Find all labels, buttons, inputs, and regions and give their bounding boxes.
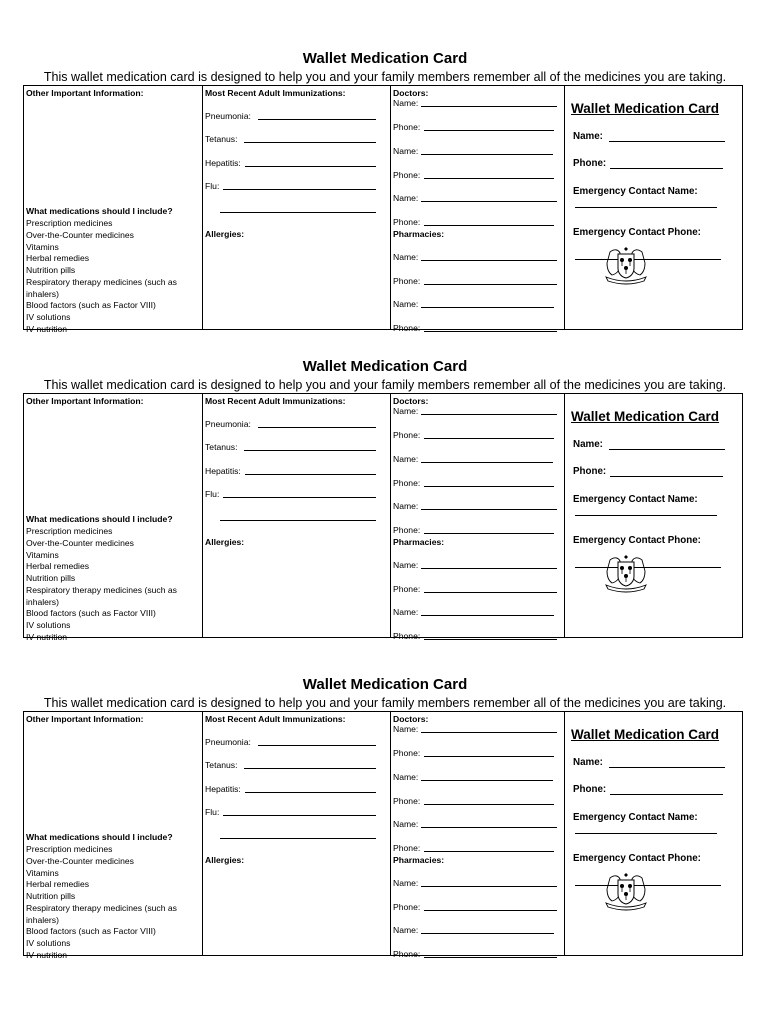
include-item: IV solutions bbox=[26, 938, 71, 948]
column-divider bbox=[564, 394, 565, 637]
doctors-label: Doctors: bbox=[393, 88, 429, 98]
pharmacy-phone-field[interactable] bbox=[424, 910, 557, 911]
wallet-card-title: Wallet Medication Card bbox=[571, 727, 720, 742]
emergency-name-label: Emergency Contact Name: bbox=[573, 494, 698, 505]
immunization-extra-field[interactable] bbox=[220, 212, 376, 213]
include-item: Respiratory therapy medicines (such as bbox=[26, 903, 177, 913]
pharmacies-label: Pharmacies: bbox=[393, 229, 445, 239]
wallet-phone-label: Phone: bbox=[573, 784, 607, 795]
include-item: IV nutrition bbox=[26, 632, 68, 642]
wallet-phone-label: Phone: bbox=[573, 158, 607, 169]
wallet-phone-field[interactable] bbox=[610, 168, 723, 169]
pneumonia-label: Pneumonia: bbox=[205, 111, 251, 121]
immunizations-label: Most Recent Adult Immunizations: bbox=[205, 714, 346, 724]
include-item: inhalers) bbox=[26, 289, 59, 299]
doctor-phone-field[interactable] bbox=[424, 756, 554, 757]
medication-card-2 bbox=[0, 358, 770, 676]
doctor-name-label: Name: bbox=[393, 772, 419, 782]
pharmacy-name-label: Name: bbox=[393, 299, 419, 309]
emergency-phone-field[interactable] bbox=[575, 259, 721, 260]
include-item: Herbal remedies bbox=[26, 561, 90, 571]
wallet-name-field[interactable] bbox=[609, 141, 725, 142]
pharmacy-name-label: Name: bbox=[393, 607, 419, 617]
doctor-name-label: Name: bbox=[393, 193, 419, 203]
medication-card-3 bbox=[0, 676, 770, 994]
allergies-label: Allergies: bbox=[205, 229, 245, 239]
pharmacy-phone-field[interactable] bbox=[424, 639, 557, 640]
doctor-phone-label: Phone: bbox=[393, 796, 421, 806]
include-item: Respiratory therapy medicines (such as bbox=[26, 585, 177, 595]
card-title: Wallet Medication Card bbox=[302, 676, 468, 693]
doctor-phone-label: Phone: bbox=[393, 478, 421, 488]
include-item: inhalers) bbox=[26, 915, 59, 925]
doctor-name-field[interactable] bbox=[421, 827, 557, 828]
wallet-name-label: Name: bbox=[573, 439, 603, 450]
doctor-name-label: Name: bbox=[393, 146, 419, 156]
include-item: Over-the-Counter medicines bbox=[26, 538, 134, 548]
emergency-name-label: Emergency Contact Name: bbox=[573, 812, 698, 823]
flu-field[interactable] bbox=[223, 189, 376, 190]
card-intro: This wallet medication card is designed to help you and your family members remember all of the medicines you are taking. bbox=[43, 378, 727, 392]
wallet-name-field[interactable] bbox=[609, 449, 725, 450]
flu-label: Flu: bbox=[205, 807, 220, 817]
pharmacy-phone-field[interactable] bbox=[424, 957, 557, 958]
doctor-phone-field[interactable] bbox=[424, 438, 554, 439]
include-item: Nutrition pills bbox=[26, 573, 76, 583]
doctor-phone-label: Phone: bbox=[393, 122, 421, 132]
hepatitis-field[interactable] bbox=[245, 166, 376, 167]
state-seal-icon bbox=[604, 247, 648, 285]
pharmacy-phone-field[interactable] bbox=[424, 331, 557, 332]
doctor-name-label: Name: bbox=[393, 454, 419, 464]
doctor-phone-label: Phone: bbox=[393, 843, 421, 853]
card-form-box bbox=[23, 85, 743, 334]
flu-field[interactable] bbox=[223, 497, 376, 498]
allergies-label: Allergies: bbox=[205, 537, 245, 547]
include-item: Herbal remedies bbox=[26, 879, 90, 889]
column-divider bbox=[202, 86, 203, 329]
pharmacy-phone-field[interactable] bbox=[424, 284, 557, 285]
doctor-name-label: Name: bbox=[393, 724, 419, 734]
pharmacies-label: Pharmacies: bbox=[393, 537, 445, 547]
doctor-name-field[interactable] bbox=[421, 780, 553, 781]
pharmacies-label: Pharmacies: bbox=[393, 855, 445, 865]
doctor-phone-label: Phone: bbox=[393, 170, 421, 180]
column-divider bbox=[564, 712, 565, 955]
hepatitis-field[interactable] bbox=[245, 792, 376, 793]
column-divider bbox=[564, 86, 565, 329]
column-divider bbox=[202, 712, 203, 955]
other-info-label: Other Important Information: bbox=[26, 88, 144, 98]
emergency-phone-label: Emergency Contact Phone: bbox=[573, 227, 701, 238]
emergency-name-field[interactable] bbox=[575, 207, 717, 208]
doctors-label: Doctors: bbox=[393, 714, 429, 724]
doctor-name-field[interactable] bbox=[421, 732, 557, 733]
other-info-label: Other Important Information: bbox=[26, 396, 144, 406]
emergency-phone-label: Emergency Contact Phone: bbox=[573, 853, 701, 864]
tetanus-label: Tetanus: bbox=[205, 134, 238, 144]
include-item: Vitamins bbox=[26, 242, 59, 252]
doctors-label: Doctors: bbox=[393, 396, 429, 406]
card-form-box bbox=[23, 393, 743, 642]
include-item: IV nutrition bbox=[26, 950, 68, 960]
tetanus-field[interactable] bbox=[244, 768, 376, 769]
pharmacy-phone-label: Phone: bbox=[393, 631, 421, 641]
immunizations-label: Most Recent Adult Immunizations: bbox=[205, 396, 346, 406]
doctor-phone-field[interactable] bbox=[424, 486, 554, 487]
state-seal-icon bbox=[604, 555, 648, 593]
doctor-name-label: Name: bbox=[393, 406, 419, 416]
pharmacy-name-label: Name: bbox=[393, 925, 419, 935]
emergency-phone-field[interactable] bbox=[575, 885, 721, 886]
tetanus-label: Tetanus: bbox=[205, 760, 238, 770]
emergency-name-field[interactable] bbox=[575, 515, 717, 516]
pharmacy-name-label: Name: bbox=[393, 252, 419, 262]
doctor-name-label: Name: bbox=[393, 501, 419, 511]
column-divider bbox=[202, 394, 203, 637]
pharmacy-phone-label: Phone: bbox=[393, 584, 421, 594]
wallet-phone-label: Phone: bbox=[573, 466, 607, 477]
card-title: Wallet Medication Card bbox=[302, 358, 468, 375]
wallet-name-label: Name: bbox=[573, 131, 603, 142]
card-form-box bbox=[23, 711, 743, 960]
pharmacy-name-field[interactable] bbox=[421, 886, 557, 887]
include-item: Nutrition pills bbox=[26, 265, 76, 275]
tetanus-label: Tetanus: bbox=[205, 442, 238, 452]
flu-label: Flu: bbox=[205, 181, 220, 191]
include-item: Prescription medicines bbox=[26, 218, 113, 228]
pneumonia-field[interactable] bbox=[258, 427, 376, 428]
pharmacy-name-field[interactable] bbox=[421, 568, 557, 569]
column-divider bbox=[390, 712, 391, 955]
column-divider bbox=[390, 86, 391, 329]
doctor-name-label: Name: bbox=[393, 819, 419, 829]
doctor-name-label: Name: bbox=[393, 98, 419, 108]
include-item: inhalers) bbox=[26, 597, 59, 607]
doctor-name-field[interactable] bbox=[421, 462, 553, 463]
pharmacy-name-field[interactable] bbox=[421, 260, 557, 261]
state-seal-icon bbox=[604, 873, 648, 911]
doctor-name-field[interactable] bbox=[421, 509, 557, 510]
include-item: Prescription medicines bbox=[26, 526, 113, 536]
tetanus-field[interactable] bbox=[244, 450, 376, 451]
other-info-label: Other Important Information: bbox=[26, 714, 144, 724]
emergency-name-label: Emergency Contact Name: bbox=[573, 186, 698, 197]
pharmacy-phone-label: Phone: bbox=[393, 323, 421, 333]
include-item: IV solutions bbox=[26, 620, 71, 630]
hepatitis-label: Hepatitis: bbox=[205, 158, 241, 168]
card-intro: This wallet medication card is designed to help you and your family members remember all of the medicines you are taking. bbox=[43, 70, 727, 84]
hepatitis-label: Hepatitis: bbox=[205, 466, 241, 476]
card-intro: This wallet medication card is designed to help you and your family members remember all of the medicines you are taking. bbox=[43, 696, 727, 710]
pharmacy-name-label: Name: bbox=[393, 878, 419, 888]
doctor-phone-field[interactable] bbox=[424, 225, 554, 226]
include-heading: What medications should I include? bbox=[26, 832, 173, 842]
column-divider bbox=[390, 394, 391, 637]
hepatitis-field[interactable] bbox=[245, 474, 376, 475]
allergies-label: Allergies: bbox=[205, 855, 245, 865]
doctor-phone-label: Phone: bbox=[393, 430, 421, 440]
pneumonia-field[interactable] bbox=[258, 745, 376, 746]
doctor-phone-field[interactable] bbox=[424, 178, 554, 179]
wallet-card-title: Wallet Medication Card bbox=[571, 101, 720, 116]
include-item: Nutrition pills bbox=[26, 891, 76, 901]
wallet-name-label: Name: bbox=[573, 757, 603, 768]
doctor-name-field[interactable] bbox=[421, 106, 557, 107]
include-heading: What medications should I include? bbox=[26, 206, 173, 216]
doctor-phone-field[interactable] bbox=[424, 804, 554, 805]
pharmacy-name-field[interactable] bbox=[421, 307, 554, 308]
wallet-name-field[interactable] bbox=[609, 767, 725, 768]
doctor-phone-field[interactable] bbox=[424, 533, 554, 534]
doctor-name-field[interactable] bbox=[421, 414, 557, 415]
include-item: Over-the-Counter medicines bbox=[26, 230, 134, 240]
include-item: Prescription medicines bbox=[26, 844, 113, 854]
immunization-extra-field[interactable] bbox=[220, 838, 376, 839]
doctor-phone-field[interactable] bbox=[424, 130, 554, 131]
wallet-phone-field[interactable] bbox=[610, 476, 723, 477]
include-item: Blood factors (such as Factor VIII) bbox=[26, 608, 156, 618]
immunizations-label: Most Recent Adult Immunizations: bbox=[205, 88, 346, 98]
include-heading: What medications should I include? bbox=[26, 514, 173, 524]
pharmacy-name-field[interactable] bbox=[421, 615, 554, 616]
doctor-phone-field[interactable] bbox=[424, 851, 554, 852]
doctor-name-field[interactable] bbox=[421, 201, 557, 202]
pharmacy-name-field[interactable] bbox=[421, 933, 554, 934]
immunization-extra-field[interactable] bbox=[220, 520, 376, 521]
emergency-phone-field[interactable] bbox=[575, 567, 721, 568]
doctor-phone-label: Phone: bbox=[393, 525, 421, 535]
emergency-phone-label: Emergency Contact Phone: bbox=[573, 535, 701, 546]
include-item: Blood factors (such as Factor VIII) bbox=[26, 926, 156, 936]
pneumonia-label: Pneumonia: bbox=[205, 419, 251, 429]
include-item: Vitamins bbox=[26, 868, 59, 878]
tetanus-field[interactable] bbox=[244, 142, 376, 143]
pharmacy-phone-label: Phone: bbox=[393, 949, 421, 959]
include-item: Respiratory therapy medicines (such as bbox=[26, 277, 177, 287]
hepatitis-label: Hepatitis: bbox=[205, 784, 241, 794]
pneumonia-label: Pneumonia: bbox=[205, 737, 251, 747]
pharmacy-phone-label: Phone: bbox=[393, 276, 421, 286]
pharmacy-phone-field[interactable] bbox=[424, 592, 557, 593]
doctor-phone-label: Phone: bbox=[393, 217, 421, 227]
include-item: Over-the-Counter medicines bbox=[26, 856, 134, 866]
flu-label: Flu: bbox=[205, 489, 220, 499]
include-item: Herbal remedies bbox=[26, 253, 90, 263]
wallet-card-title: Wallet Medication Card bbox=[571, 409, 720, 424]
pharmacy-phone-label: Phone: bbox=[393, 902, 421, 912]
doctor-name-field[interactable] bbox=[421, 154, 553, 155]
flu-field[interactable] bbox=[223, 815, 376, 816]
card-title: Wallet Medication Card bbox=[302, 50, 468, 67]
include-item: IV nutrition bbox=[26, 324, 68, 334]
pneumonia-field[interactable] bbox=[258, 119, 376, 120]
emergency-name-field[interactable] bbox=[575, 833, 717, 834]
doctor-phone-label: Phone: bbox=[393, 748, 421, 758]
include-item: Vitamins bbox=[26, 550, 59, 560]
wallet-phone-field[interactable] bbox=[610, 794, 723, 795]
medication-card-1 bbox=[0, 50, 770, 368]
pharmacy-name-label: Name: bbox=[393, 560, 419, 570]
include-item: IV solutions bbox=[26, 312, 71, 322]
include-item: Blood factors (such as Factor VIII) bbox=[26, 300, 156, 310]
